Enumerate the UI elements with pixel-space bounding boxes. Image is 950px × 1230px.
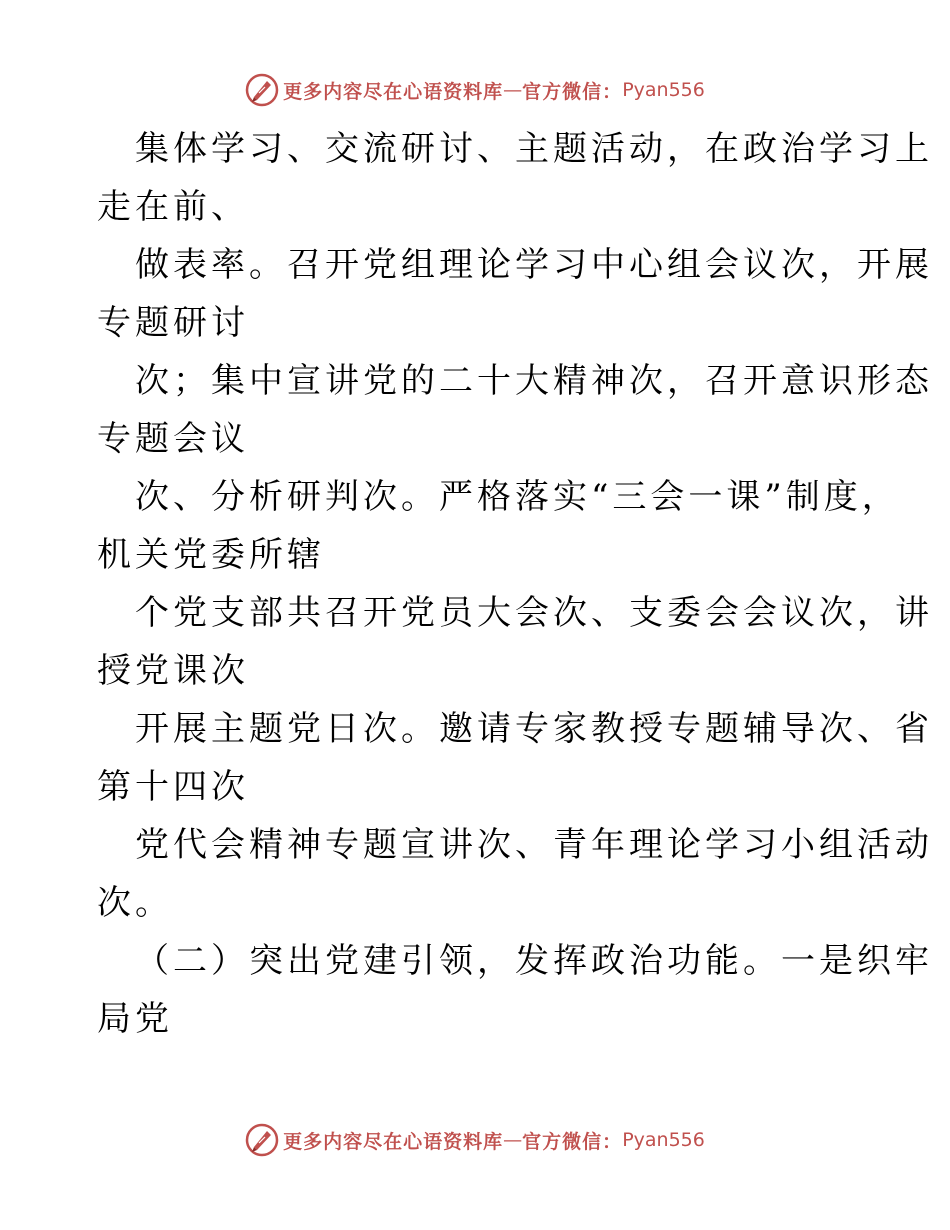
paragraph-6 — [97, 700, 933, 816]
text-line: 集体学习、交流研讨、主题活动，在政治学习上 — [135, 129, 933, 169]
text-line: 开展主题党日次。邀请专家教授专题辅导次、省 — [135, 709, 933, 749]
text-line: 局党 — [97, 999, 173, 1039]
banner-main-text: 更多内容尽在心语资料库 — [283, 1130, 504, 1153]
banner-wechat-id: Pyan556 — [622, 79, 705, 101]
text-line: 专题会议 — [97, 419, 249, 459]
pen-nib-logo-icon — [245, 73, 279, 107]
text-line: 做表率。召开党组理论学习中心组会议次，开展 — [135, 245, 933, 285]
paragraph-2 — [97, 236, 933, 352]
text-line: 个党支部共召开党员大会次、支委会会议次，讲 — [135, 593, 933, 633]
pen-nib-logo-icon — [245, 1123, 279, 1157]
text-line: 第十四次 — [97, 767, 249, 807]
header-banner — [0, 70, 950, 110]
text-line: 次、分析研判次。严格落实“三会一课”制度， — [135, 477, 900, 517]
paragraph-8 — [97, 932, 933, 1048]
banner-wechat-label: 官方微信： — [522, 1130, 623, 1153]
text-line: 次。 — [97, 883, 173, 923]
banner-main-text: 更多内容尽在心语资料库 — [283, 80, 504, 103]
text-line: 次；集中宣讲党的二十大精神次，召开意识形态 — [135, 361, 933, 401]
paragraph-5 — [97, 584, 933, 700]
paragraph-3 — [97, 352, 933, 468]
text-line: 走在前、 — [97, 187, 249, 227]
text-line: 党代会精神专题宣讲次、青年理论学习小组活动 — [135, 825, 933, 865]
banner-separator: — — [503, 1129, 523, 1151]
banner-wechat-label: 官方微信： — [522, 80, 623, 103]
text-line: （二）突出党建引领，发挥政治功能。一是织牢 — [135, 941, 933, 981]
paragraph-4 — [97, 468, 900, 584]
paragraph-1 — [97, 120, 933, 236]
text-line: 机关党委所辖 — [97, 535, 325, 575]
text-line: 授党课次 — [97, 651, 249, 691]
body-text — [97, 120, 933, 1048]
banner-separator: — — [503, 79, 523, 101]
text-line: 专题研讨 — [97, 303, 249, 343]
footer-banner — [0, 1120, 950, 1160]
banner-wechat-id: Pyan556 — [622, 1129, 705, 1151]
paragraph-7 — [97, 816, 933, 932]
